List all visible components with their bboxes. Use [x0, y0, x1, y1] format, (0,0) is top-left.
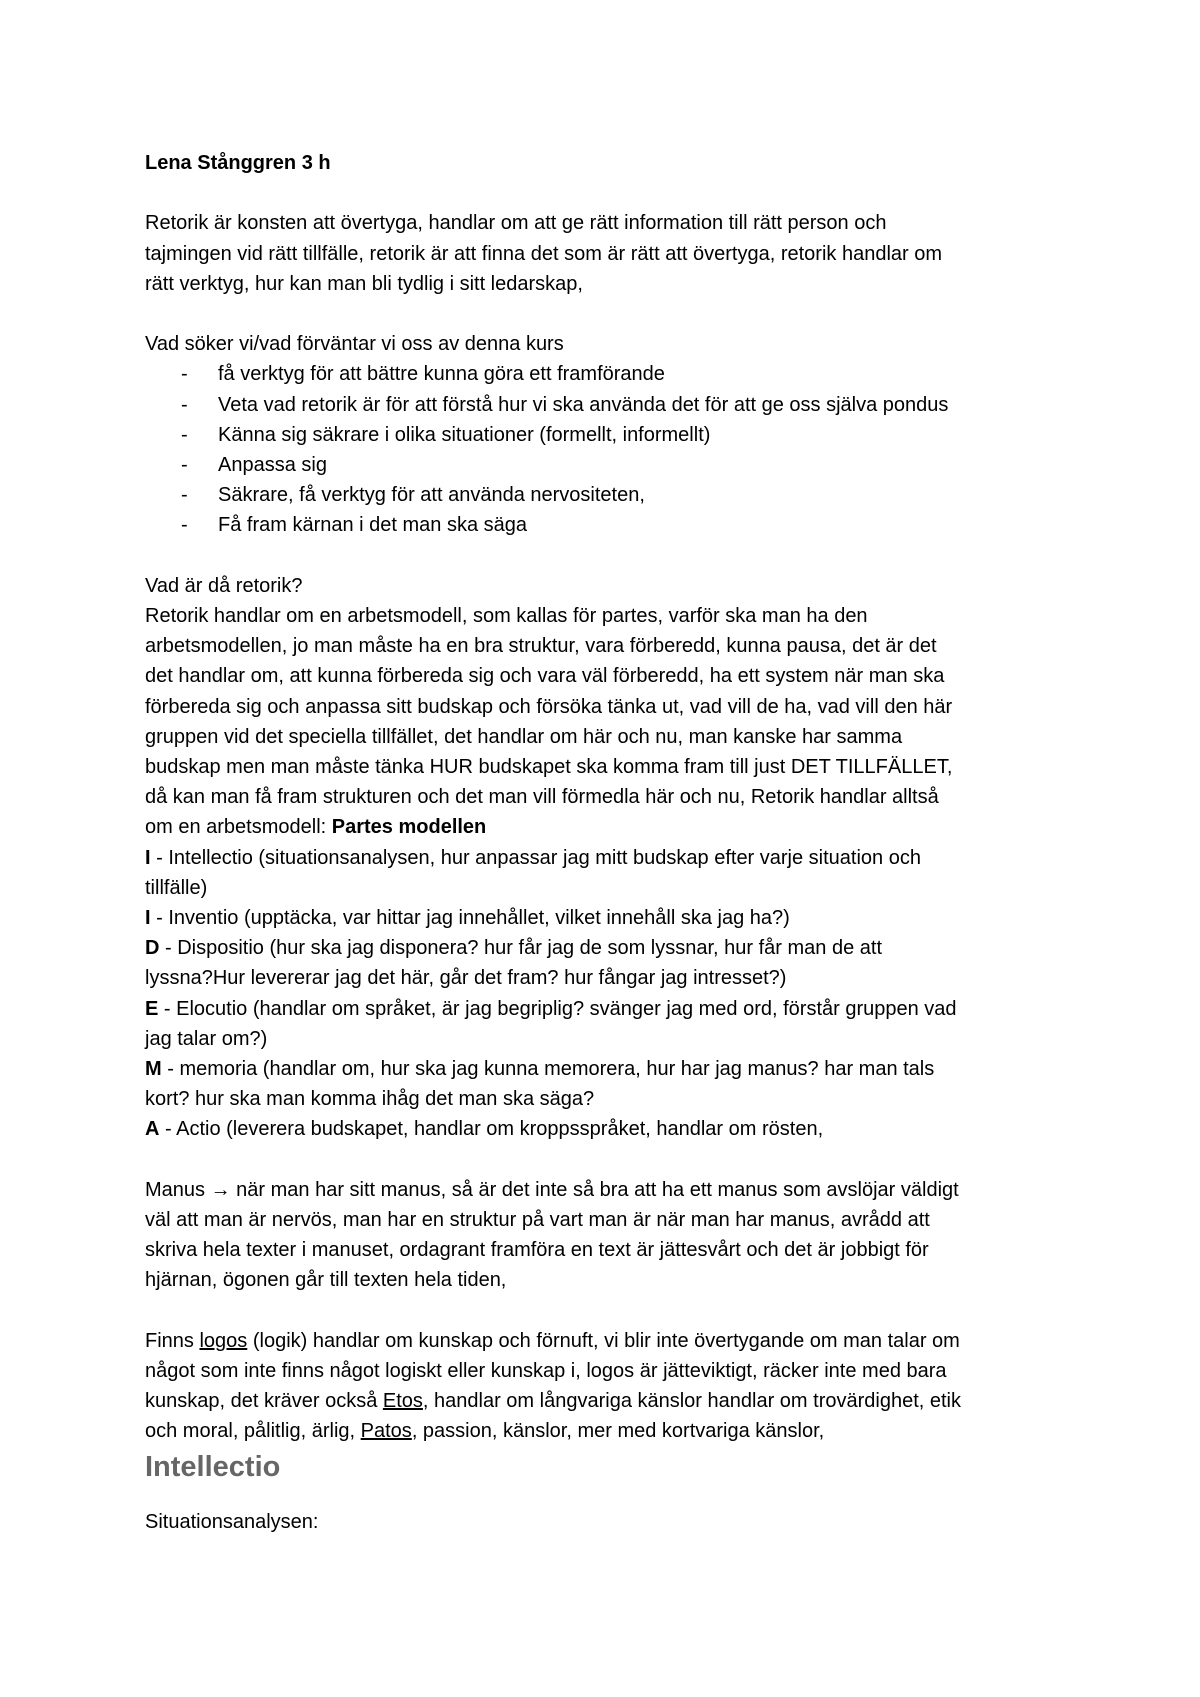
list-item	[145, 420, 1065, 450]
spacer	[145, 178, 1065, 208]
list-item	[145, 480, 1065, 510]
manus-line: hjärnan, ögonen går till texten hela tiden,	[145, 1269, 507, 1292]
manus-line: skriva hela texter i manuset, ordagrant framföra en text är jättesvårt och det är jobbigt för	[145, 1239, 929, 1262]
partes-text-cont: kort? hur ska man komma ihåg det man ska säga?	[145, 1088, 595, 1111]
logos-term: logos	[199, 1329, 248, 1352]
intro-line: rätt verktyg, hur kan man bli tydlig i sitt ledarskap,	[145, 272, 583, 295]
what-heading: Vad är då retorik?	[145, 574, 303, 597]
list-item-text: Veta vad retorik är för att förstå hur vi ska använda det för att ge oss själva pondus	[218, 393, 949, 416]
partes-text-cont: lyssna?Hur levererar jag det här, går det fram? hur fångar jag intresset?)	[145, 967, 787, 990]
logos-line: något som inte finns något logiskt eller kunskap i, logos är jätteviktigt, räcker inte med bara	[145, 1360, 947, 1383]
manus-line: väl att man är nervös, man har en struktur på vart man är när man har manus, avrådd att	[145, 1209, 930, 1232]
partes-item	[145, 843, 1065, 873]
partes-item	[145, 1114, 1065, 1144]
logos-line	[145, 1326, 1065, 1356]
logos-line	[145, 1386, 1065, 1416]
list-item-text: Känna sig säkrare i olika situationer (formellt, informellt)	[218, 423, 711, 446]
situation-label: Situationsanalysen:	[145, 1510, 319, 1533]
spacer	[145, 541, 1065, 571]
bullet-dash: -	[181, 423, 188, 446]
partes-item	[145, 1054, 1065, 1084]
list-item	[145, 390, 1065, 420]
spacer	[145, 1296, 1065, 1326]
logos-text: och moral, pålitlig, ärlig,	[145, 1420, 361, 1443]
bullet-dash: -	[181, 454, 188, 476]
partes-letter: I	[145, 846, 151, 869]
expectations-heading: Vad söker vi/vad förväntar vi oss av denna kurs	[145, 333, 564, 356]
retorik-line: budskap men man måste tänka HUR budskapet ska komma fram till just DET TILLFÄLLET,	[145, 756, 953, 779]
spacer	[145, 299, 1065, 329]
document-title: Lena Stånggren 3 h	[145, 152, 331, 174]
document-page	[145, 148, 1065, 1537]
retorik-line: Retorik handlar om en arbetsmodell, som kallas för partes, varför ska man ha den	[145, 605, 868, 627]
partes-letter: A	[145, 1118, 160, 1141]
expectations-list	[145, 359, 1065, 540]
retorik-line: då kan man få fram strukturen och det man vill förmedla här och nu, Retorik handlar alltså	[145, 786, 939, 809]
intro-line: Retorik är konsten att övertyga, handlar om att ge rätt information till rätt person och	[145, 212, 887, 235]
list-item	[145, 450, 1065, 480]
bullet-dash: -	[181, 363, 188, 386]
logos-text: (logik) handlar om kunskap och förnuft, vi blir inte övertygande om man talar om	[247, 1329, 960, 1352]
partes-model-label: Partes modellen	[331, 816, 487, 839]
list-item-text: Få fram kärnan i det man ska säga	[218, 514, 528, 537]
list-item	[145, 510, 1065, 540]
retorik-line: gruppen vid det speciella tillfället, det handlar om här och nu, man kanske har samma	[145, 725, 903, 748]
partes-letter: I	[145, 907, 151, 930]
logos-line	[145, 1416, 1065, 1446]
partes-text: - Dispositio (hur ska jag disponera? hur får jag de som lyssnar, hur får man de att	[165, 937, 883, 960]
partes-letter: E	[145, 997, 159, 1020]
retorik-line: det handlar om, att kunna förbereda sig och vara väl förberedd, ha ett system när man ska	[145, 665, 945, 688]
spacer	[145, 1145, 1065, 1175]
partes-text-cont: jag talar om?)	[145, 1027, 268, 1050]
logos-text: , passion, känslor, mer med kortvariga känslor,	[411, 1420, 825, 1443]
logos-text: kunskap, det kräver också	[145, 1390, 383, 1413]
bullet-dash: -	[181, 484, 188, 507]
intro-line: tajmingen vid rätt tillfälle, retorik är att finna det som är rätt att övertyga, retorik handlar om	[145, 242, 943, 265]
retorik-line: förbereda sig och anpassa sitt budskap och försöka tänka ut, vad vill de ha, vad vill den här	[145, 695, 953, 718]
partes-text-cont: tillfälle)	[145, 876, 208, 899]
partes-text: - memoria (handlar om, hur ska jag kunna memorera, hur har jag manus? har man tals	[167, 1058, 935, 1081]
partes-text: - Actio (leverera budskapet, handlar om kroppsspråket, handlar om rösten,	[165, 1118, 824, 1141]
logos-text: , handlar om långvariga känslor handlar om trovärdighet, etik	[422, 1390, 961, 1413]
bullet-dash: -	[181, 393, 188, 416]
partes-text: - Intellectio (situationsanalysen, hur anpassar jag mitt budskap efter varje situation och	[156, 846, 921, 869]
list-item-text: få verktyg för att bättre kunna göra ett framförande	[218, 363, 665, 386]
retorik-line-last	[145, 812, 1065, 842]
partes-text: - Inventio (upptäcka, var hittar jag innehållet, vilket innehåll ska jag ha?)	[156, 907, 790, 930]
partes-item	[145, 994, 1065, 1024]
list-item-text: Anpassa sig	[218, 454, 327, 476]
partes-letter: M	[145, 1058, 162, 1081]
partes-item	[145, 903, 1065, 933]
partes-item	[145, 933, 1065, 963]
retorik-last-prefix: om en arbetsmodell:	[145, 816, 332, 839]
retorik-line: arbetsmodellen, jo man måste ha en bra struktur, vara förberedd, kunna pausa, det är det	[145, 635, 937, 658]
manus-line: Manus → när man har sitt manus, så är det inte så bra att ha ett manus som avslöjar väldigt	[145, 1178, 959, 1201]
patos-term: Patos	[360, 1420, 412, 1443]
list-item	[145, 359, 1065, 389]
partes-letter: D	[145, 937, 160, 960]
etos-term: Etos	[382, 1390, 423, 1413]
bullet-dash: -	[181, 514, 188, 537]
section-heading: Intellectio	[145, 1450, 281, 1483]
logos-text: Finns	[145, 1329, 200, 1352]
partes-text: - Elocutio (handlar om språket, är jag begriplig? svänger jag med ord, förstår gruppen vad	[163, 997, 957, 1020]
list-item-text: Säkrare, få verktyg för att använda nervositeten,	[218, 484, 645, 507]
